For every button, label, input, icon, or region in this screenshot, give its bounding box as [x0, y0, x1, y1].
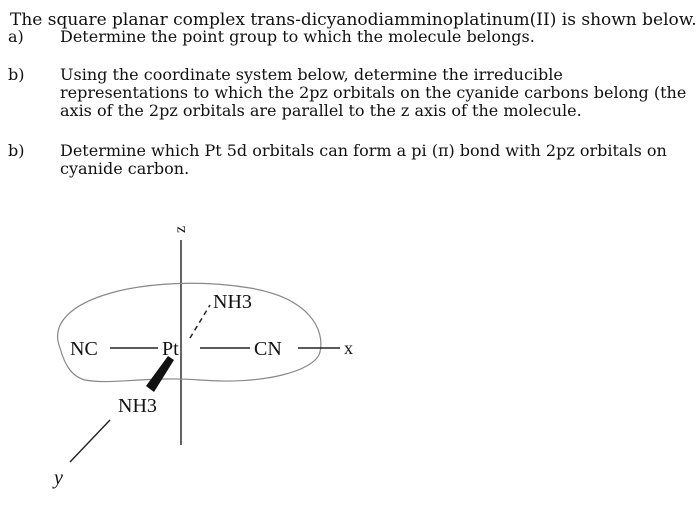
question-label: b)	[8, 65, 25, 84]
z-axis-label: z	[172, 225, 189, 233]
pt-label: Pt	[162, 338, 179, 360]
molecule-diagram	[0, 180, 700, 520]
pt-nh3-wedge-bond	[146, 356, 174, 392]
cn-label: CN	[254, 338, 282, 360]
y-axis-line	[70, 420, 110, 462]
question-text: Determine the point group to which the molecule belongs.	[60, 27, 535, 46]
pt-nh3-dashed-bond	[190, 305, 210, 338]
nh3-top-label: NH3	[213, 291, 252, 313]
nc-label: NC	[70, 338, 98, 360]
molecule-outline	[58, 283, 321, 381]
nh3-bottom-label: NH3	[118, 395, 157, 417]
x-axis-label: x	[344, 338, 353, 358]
y-axis-label: y	[54, 467, 63, 489]
intro-text: The square planar complex trans-dicyanodiamminoplatinum(II) is shown below.	[10, 10, 697, 30]
question-text: Using the coordinate system below, determine the irreducible representations to which the 2pz orbitals on the cyanide carbons belong (the axis of the 2pz orbitals are parallel to the z axis of the molecule.	[60, 65, 687, 120]
question-text: Determine which Pt 5d orbitals can form a pi (π) bond with 2pz orbitals on cyanide carbon.	[60, 141, 667, 178]
question-label: a)	[8, 27, 24, 46]
question-label: b)	[8, 141, 25, 160]
